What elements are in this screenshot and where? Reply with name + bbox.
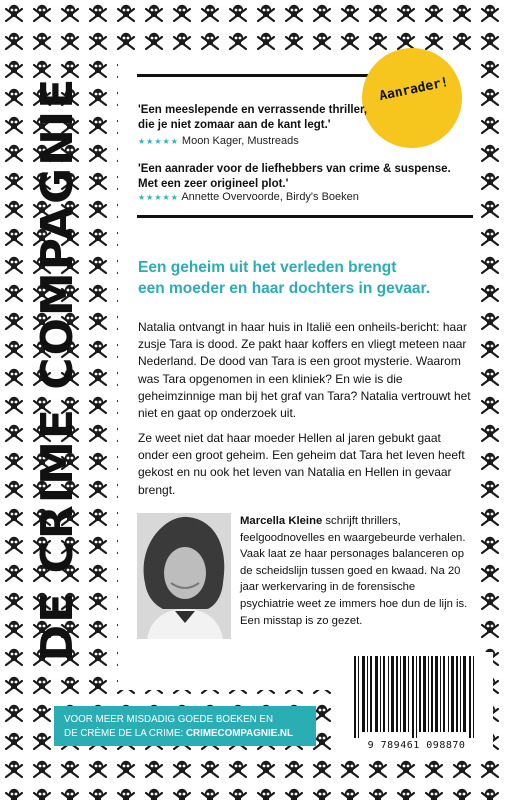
footer-banner: [54, 706, 316, 746]
series-title: DE CRIME COMPAGNIE: [32, 76, 83, 662]
reviewer-name-1: Moon Kager, Mustreads: [181, 135, 299, 147]
rating-stars-icon: ★★★★★: [138, 137, 179, 146]
blurb-paragraph-2: Ze weet niet dat haar moeder Hellen al jaren gebukt gaat onder een groot geheim. Een geheim dat Tara het leven heeft gekost en nu ook het leven van Natalia en Hellen in gevaar brengt.: [138, 431, 465, 497]
author-bio: [240, 513, 472, 629]
review-quote-2-line1: 'Een aanrader voor de liefhebbers van crime & suspense.: [138, 163, 451, 175]
badge-label: Aanrader!: [377, 74, 451, 105]
bottom-rule: [137, 215, 473, 218]
footer-line-2: [64, 727, 306, 741]
blurb-paragraph-1: Natalia ontvangt in haar huis in Italië een onheils-bericht: haar zusje Tara is dood. Ze pakt haar koffers en vliegt meteen naar Nederland. De dood van Tara is een groot mysterie. Waarom was Tara opgenomen in een kliniek? En wie is die geheimzinnige man bij het graf van Tara? Natalia vertrouwt het niet en gaat op onderzoek uit.: [138, 320, 471, 421]
reviewer-name-2: Annette Overvoorde, Birdy's Boeken: [181, 191, 359, 203]
author-photo: [137, 513, 231, 639]
review-quote-2: [138, 162, 478, 192]
review-attribution-1: [138, 135, 299, 147]
isbn-number: 9 789461 098870: [367, 740, 466, 751]
barcode-icon: [340, 652, 493, 740]
footer-line-2-text: DE CRÈME DE LA CRIME:: [64, 728, 186, 739]
tagline: [138, 257, 478, 299]
review-quote-1-line1: 'Een meeslepende en verrassende thriller,: [138, 104, 368, 116]
tagline-line1: Een geheim uit het verleden brengt: [138, 259, 397, 276]
review-quote-1-line2: die je niet zomaar aan de kant legt.': [138, 119, 331, 131]
review-quote-2-line2: Met een zeer origineel plot.': [138, 178, 289, 190]
barcode: [340, 652, 493, 752]
author-bio-text: schrijft thrillers, feelgoodnovelles en waargebeurde verhalen. Vaak laat ze haar personages balanceren op de scheidslijn tussen goed en kwaad. Na 20 jaar werkervaring in de forensische psychiatrie weet ze immers hoe dun de lijn is. Een misstap is zo gezet.: [240, 515, 468, 627]
website-link[interactable]: CRIMECOMPAGNIE.NL: [185, 728, 293, 739]
footer-line-1: VOOR MEER MISDADIG GOEDE BOEKEN EN: [64, 714, 274, 725]
tagline-line2: een moeder en haar dochters in gevaar.: [138, 280, 431, 297]
author-name: Marcella Kleine: [240, 515, 323, 527]
review-quote-1: [138, 103, 478, 133]
review-attribution-2: [138, 191, 359, 203]
top-rule: [137, 74, 372, 77]
rating-stars-icon: ★★★★★: [138, 193, 179, 202]
